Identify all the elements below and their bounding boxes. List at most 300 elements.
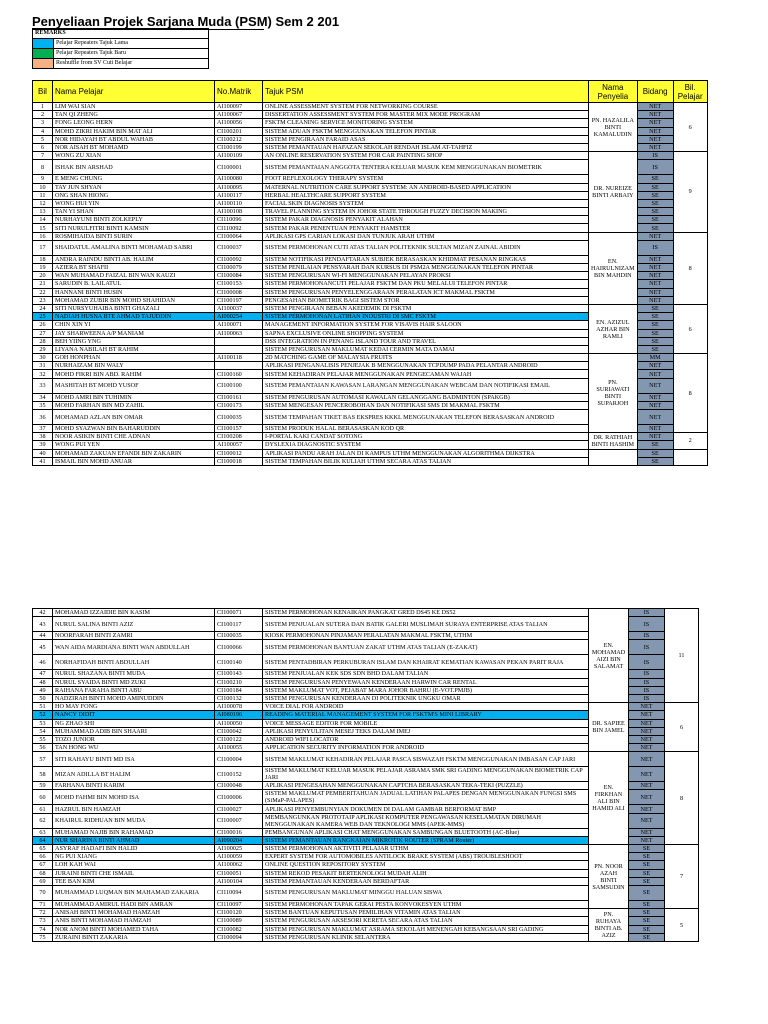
cell-bidang: IS	[637, 160, 673, 175]
cell-bil: 67	[33, 861, 53, 869]
cell-bil: 49	[33, 686, 53, 694]
cell-matrik: CI100094	[215, 933, 263, 941]
cell-bil: 73	[33, 917, 53, 925]
cell-bidang: IS	[629, 686, 665, 694]
cell-nama: GOH HONPHAN	[53, 354, 215, 362]
cell-bil: 33	[33, 378, 53, 393]
cell-tajuk: HERBAL HEALTHCARE SUPPORT SYSTEM	[263, 191, 589, 199]
cell-bil: 42	[33, 609, 53, 617]
header-nama: Nama Pelajar	[53, 81, 215, 103]
cell-bil: 48	[33, 678, 53, 686]
cell-nama: NURHAYUNI BINTI ZOLKEPLY	[53, 216, 215, 224]
cell-bil-pelajar: 5	[665, 909, 699, 942]
cell-bidang: IS	[629, 670, 665, 678]
cell-matrik	[215, 362, 263, 370]
cell-bil: 43	[33, 617, 53, 632]
cell-tajuk: AN ONLINE RESERVATION SYSTEM FOR CAR PAINTING SHOP	[263, 152, 589, 160]
cell-tajuk: ONLINE ASSESSMENT SYSTEM FOR NETWORKING COURSE	[263, 103, 589, 111]
cell-matrik: AI100050	[215, 719, 263, 727]
cell-tajuk: VOICE DIAL FOR ANDROID	[263, 703, 589, 711]
psm-table-2	[32, 608, 699, 942]
cell-bidang: SE	[637, 191, 673, 199]
cell-bidang: NET	[629, 727, 665, 735]
cell-matrik: CI100042	[215, 727, 263, 735]
cell-bil: 20	[33, 272, 53, 280]
cell-bil-pelajar: 11	[665, 609, 699, 703]
cell-tajuk: SISTEM PAKAR DIAGNOSIS PENYAKIT ALAHAN	[263, 216, 589, 224]
cell-bidang: SE	[629, 861, 665, 869]
cell-nama: NADIAH HUSNA BTE AHMAD TAJUDDIN	[53, 313, 215, 321]
cell-bil: 24	[33, 304, 53, 312]
cell-tajuk: SAPNA EXCLUSIVE ONLINE SHOPPING SYSTEM	[263, 329, 589, 337]
cell-nama: HAZRUL BIN HAMZAH	[53, 805, 215, 813]
cell-matrik: CI100173	[215, 401, 263, 409]
cell-matrik: CI100066	[215, 640, 263, 655]
cell-matrik: CI110096	[215, 216, 263, 224]
cell-nama: MOHAMAD IZZAIDIE BIN KASIM	[53, 609, 215, 617]
cell-tajuk: FSKTM CLEANING SERVICE MONITORING SYSTEM	[263, 119, 589, 127]
legend-label: Reshuffle from SV Cuti Belajar	[54, 59, 209, 69]
cell-tajuk: SISTEM PERMOHONAN CUTI ATAS TALIAN POLITEKNIK SULTAN MIZAN ZAINAL ABIDIN	[263, 240, 589, 255]
cell-tajuk: SISTEM MAKLUMAT PEMBERITAHUAN JADUAL LATIHAN PALAPES DENGAN MENGGUNAKAN FUNGSI SMS (SiMaP-PALAPES)	[263, 790, 589, 805]
cell-nama: HANNANI BINTI HUSIN	[53, 288, 215, 296]
cell-bil: 54	[33, 727, 53, 735]
cell-matrik: AI100056	[215, 119, 263, 127]
cell-bil: 57	[33, 752, 53, 767]
cell-tajuk: SISTEM PRODUK HALAL BERASASKAN KOD QR	[263, 425, 589, 433]
cell-nama: ZURAINI BINTI ZAKARIA	[53, 933, 215, 941]
cell-bil: 72	[33, 909, 53, 917]
cell-bil: 25	[33, 313, 53, 321]
cell-matrik: CI100152	[215, 767, 263, 782]
cell-bil: 39	[33, 441, 53, 449]
cell-matrik: CI100079	[215, 264, 263, 272]
cell-tajuk: SISTEM PENGURUSAN MAKLUMAT MINGGU HALUAN SISWA	[263, 885, 589, 900]
cell-bil: 56	[33, 744, 53, 752]
cell-tajuk: SISTEM PENJUALAN SUTERA DAN BATIK GALERI MUSLIMAH SURAYA ENTERPRISE ATAS TALIAN	[263, 617, 589, 632]
cell-matrik: CI100210	[215, 678, 263, 686]
cell-matrik: AI080196	[215, 711, 263, 719]
cell-tajuk: APLIKASI PENYULITAN MESEJ TEKS DALAM IMEJ	[263, 727, 589, 735]
cell-bidang: NET	[629, 703, 665, 711]
cell-matrik	[215, 345, 263, 353]
cell-matrik: CI100071	[215, 609, 263, 617]
cell-bil: 21	[33, 280, 53, 288]
cell-bil: 18	[33, 255, 53, 263]
cell-nama: MOHD FAHMI BIN MOHD ISA	[53, 790, 215, 805]
cell-bil: 66	[33, 853, 53, 861]
cell-bidang: NET	[637, 433, 673, 441]
header-bil-pelajar: Bil. Pelajar	[673, 81, 707, 103]
psm-table-1	[32, 80, 708, 466]
cell-nama: BEH YIING YNG	[53, 337, 215, 345]
cell-matrik: CI100004	[215, 752, 263, 767]
cell-bidang: SE	[637, 183, 673, 191]
cell-matrik	[215, 337, 263, 345]
cell-bidang: NET	[637, 119, 673, 127]
cell-nama: TAN YI SHAN	[53, 208, 215, 216]
cell-nama: AZIERA BT SHAFII	[53, 264, 215, 272]
cell-bil: 30	[33, 354, 53, 362]
table-row	[33, 304, 708, 312]
cell-bil: 61	[33, 805, 53, 813]
cell-bidang: NET	[629, 790, 665, 805]
cell-bidang: NET	[637, 296, 673, 304]
cell-bil-pelajar: 8	[673, 232, 707, 304]
cell-bil: 35	[33, 401, 53, 409]
cell-bidang: NET	[637, 127, 673, 135]
cell-tajuk: SISTEM REKOD PESAKIT BERTEKNOLOGI MUDAH ALIH	[263, 869, 589, 877]
cell-nama: MOHAMAD ZAKUAN EFANDI BIN ZAKARIN	[53, 449, 215, 457]
cell-bil: 47	[33, 670, 53, 678]
legend-swatch-green	[33, 49, 54, 59]
cell-bil-pelajar: 2	[673, 433, 707, 449]
cell-bidang: SE	[629, 885, 665, 900]
cell-matrik: AI090254	[215, 313, 263, 321]
cell-bidang: NET	[637, 135, 673, 143]
cell-tajuk: SISTEM PENGURUSAN PENYELENGGARAAN PERALATAN ICT MAKMAL FSKTM	[263, 288, 589, 296]
cell-tajuk: SISTEM PENGURUSAN PENYEWAAN KENDERAAN HARWIN CAR RENTAL	[263, 678, 589, 686]
cell-bil: 64	[33, 836, 53, 844]
header-bidang: Bidang	[637, 81, 673, 103]
cell-bil: 4	[33, 127, 53, 135]
cell-bil: 27	[33, 329, 53, 337]
cell-matrik: CI100132	[215, 694, 263, 702]
cell-bil: 31	[33, 362, 53, 370]
cell-matrik: AI100025	[215, 845, 263, 853]
cell-tajuk: KIOSK PERMOHONAN PINJAMAN PERALATAN MAKMAL FSKTM, UTHM	[263, 632, 589, 640]
cell-bil: 2	[33, 111, 53, 119]
cell-nama: MUHAMMAD AMIRUL HADI BIN AMRAN	[53, 900, 215, 908]
cell-bidang: SE	[629, 925, 665, 933]
cell-bidang: NET	[629, 805, 665, 813]
cell-bidang: NET	[637, 264, 673, 272]
cell-tajuk: SISTEM KEHADIRAN PELAJAR MENGGUNAKAN PENGECAMAN WAJAH	[263, 370, 589, 378]
table-row	[33, 433, 708, 441]
cell-bidang: SE	[637, 449, 673, 457]
cell-tajuk: SISTEM PENGURUSAN AKSESORI KERETA SECARA ATAS TALIAN	[263, 917, 589, 925]
cell-tajuk: READING MATERIAL MANAGEMENT SYSTEM FOR FSKTM'S MINI LIBRARY	[263, 711, 589, 719]
cell-bil: 46	[33, 655, 53, 670]
cell-bil: 6	[33, 143, 53, 151]
cell-penyelia: DR. SAPIEE BIN JAMEL	[589, 703, 629, 752]
cell-tajuk: SISTEM PENGURUSAN KENDERAAN DI POLITEKNIK UNGKU OMAR	[263, 694, 589, 702]
cell-nama: NOR AISAH BT MOHAMD	[53, 143, 215, 151]
cell-bidang: NET	[629, 782, 665, 790]
cell-nama: NOORFARAH BINTI ZAMRI	[53, 632, 215, 640]
cell-nama: NOR ANOM BINTI MOHAMED TAHA	[53, 925, 215, 933]
cell-bil: 16	[33, 232, 53, 240]
cell-matrik: CI100100	[215, 378, 263, 393]
cell-bil: 53	[33, 719, 53, 727]
cell-bil: 36	[33, 410, 53, 425]
cell-matrik: AI100117	[215, 191, 263, 199]
cell-nama: RAIHANA FARAHA BINTI ABU	[53, 686, 215, 694]
cell-bil: 58	[33, 767, 53, 782]
cell-tajuk: APLIKASI PANDU ARAH JALAN DI KAMPUS UTHM MENGGUNAKAN ALGORITHMA DIJKSTRA	[263, 449, 589, 457]
cell-nama: TAN HONG WU	[53, 744, 215, 752]
cell-bil: 69	[33, 877, 53, 885]
cell-bil-pelajar: 8	[673, 354, 707, 433]
cell-matrik: CI100048	[215, 782, 263, 790]
cell-nama: ONG SHAN HIONG	[53, 191, 215, 199]
cell-penyelia: DR. RATHIAH BINTI HASHIM	[589, 433, 638, 449]
cell-tajuk: FACIAL SKIN DIAGNOSIS SYSTEM	[263, 199, 589, 207]
cell-matrik: CI100018	[215, 457, 263, 465]
cell-bil: 44	[33, 632, 53, 640]
cell-bil: 19	[33, 264, 53, 272]
cell-nama: TOZO JUNIOR	[53, 735, 215, 743]
cell-nama: ANDRA RAINDU BINTI AB. HALIM	[53, 255, 215, 263]
cell-bil: 51	[33, 703, 53, 711]
cell-bidang: SE	[637, 216, 673, 224]
cell-matrik: AI100078	[215, 703, 263, 711]
cell-bidang: NET	[637, 255, 673, 263]
table-row	[33, 909, 699, 917]
table-row	[33, 609, 699, 617]
cell-tajuk: SISTEM PERMOHONAN BANTUAN ZAKAT UTHM ATAS TALIAN (E-ZAKAT)	[263, 640, 589, 655]
table-row	[33, 152, 708, 160]
cell-nama: E MENG CHUNG	[53, 175, 215, 183]
cell-tajuk: MEMBANGUNKAN PROTOTAIP APLIKASI KOMPUTER PENGAWASAN KESELAMATAN DIRUMAH MENGGUNAKAN KAMERA WEB DAN TEKNOLOGI MMS (APEK-MMS)	[263, 813, 589, 828]
cell-matrik: CI100084	[215, 272, 263, 280]
cell-bidang: NET	[637, 425, 673, 433]
cell-bil: 34	[33, 393, 53, 401]
cell-bil: 10	[33, 183, 53, 191]
cell-tajuk: ONLINE QUESTION REPOSITORY SYSTEM	[263, 861, 589, 869]
cell-matrik: AI100062	[215, 861, 263, 869]
cell-matrik: CI100160	[215, 370, 263, 378]
cell-matrik: AI100071	[215, 321, 263, 329]
cell-nama: FONG LEONG HERN	[53, 119, 215, 127]
page-title: Penyeliaan Projek Sarjana Muda (PSM) Sem 2 201	[32, 14, 340, 29]
cell-penyelia: DR. NUREIZE BINTI ARBAIY	[589, 152, 638, 233]
cell-matrik: AI100055	[215, 744, 263, 752]
cell-nama: ANISAH BINTI MOHAMAD HAMZAH	[53, 909, 215, 917]
cell-tajuk: SISTEM PEMANTAUAN KENDERAAN BERDAFTAR	[263, 877, 589, 885]
cell-bidang: NET	[637, 143, 673, 151]
cell-bil: 38	[33, 433, 53, 441]
cell-nama: MASHITAH BT MOHD YUSOF	[53, 378, 215, 393]
cell-bidang: SE	[629, 909, 665, 917]
cell-nama: WONG HUI YIN	[53, 199, 215, 207]
cell-tajuk: SISTEM PERMOHONAN AKTIVITI PELAJAR UTHM	[263, 845, 589, 853]
cell-matrik: CI100199	[215, 143, 263, 151]
cell-tajuk: SISTEM PERMOHONAN TAPAK GERAI PESTA KONVOKESYEN UTHM	[263, 900, 589, 908]
cell-nama: NUR SHARINA BINTI AHMAD	[53, 836, 215, 844]
cell-nama: WAN MUHAMAD FAIZAL BIN WAN KAUZI	[53, 272, 215, 280]
cell-nama: MOHAMAD AZLAN BIN OMAR	[53, 410, 215, 425]
cell-matrik: AI100109	[215, 152, 263, 160]
cell-nama: NANCY DIDIT	[53, 711, 215, 719]
cell-nama: NOR HIDAYAH BT ABDUL WAHAB	[53, 135, 215, 143]
cell-bidang: NET	[637, 232, 673, 240]
cell-bidang: SE	[629, 853, 665, 861]
cell-penyelia: PN. HAZALILA BINTI KAMALUDIN	[589, 103, 638, 152]
cell-penyelia: PN. NOOR AZAH BINTI SAMSUDIN	[589, 845, 629, 909]
table-row	[33, 103, 708, 111]
cell-matrik: AI100059	[215, 853, 263, 861]
cell-bil: 60	[33, 790, 53, 805]
cell-nama: MUHAMAD NAJIB BIN RAHAMAD	[53, 828, 215, 836]
cell-tajuk: SISTEM PENILAIAN PENSYARAH DAN KURSUS DI PSM2A MENGGUNAKAN TELEFON PINTAR	[263, 264, 589, 272]
cell-bidang: NET	[637, 393, 673, 401]
cell-matrik: CI100051	[215, 869, 263, 877]
cell-bil: 45	[33, 640, 53, 655]
cell-bidang: NET	[637, 111, 673, 119]
cell-bil: 68	[33, 869, 53, 877]
cell-tajuk: SISTEM PAKAR PENENTUAN PENYAKIT HAMSTER	[263, 224, 589, 232]
cell-bil: 23	[33, 296, 53, 304]
cell-tajuk: SISTEM MENGESAN PENCEROBOHAN DAN NOTIFIKASI SMS DI MAKMAL FSKTM	[263, 401, 589, 409]
cell-matrik: CI100092	[215, 255, 263, 263]
cell-tajuk: SISTEM PEMANTAUAN HAFAZAN SEKOLAH RENDAH ISLAM AT-TAHFIZ	[263, 143, 589, 151]
cell-bidang: NET	[629, 735, 665, 743]
cell-matrik: CI100143	[215, 670, 263, 678]
cell-matrik: CI100037	[215, 240, 263, 255]
cell-bidang: IS	[629, 609, 665, 617]
cell-nama: WAN AIDA MARDIANA BINTI WAN ABDULLAH	[53, 640, 215, 655]
cell-bil: 3	[33, 119, 53, 127]
cell-tajuk: FOOT REFLEXOLOGY THERAPY SYSTEM	[263, 175, 589, 183]
cell-matrik: CI100201	[215, 127, 263, 135]
cell-nama: NADZIRAH BINTI MOHD AMINUDDIN	[53, 694, 215, 702]
cell-bidang: IS	[629, 694, 665, 702]
cell-tajuk: SISTEM PENGURUSAN WI-FI MENGGUNAKAN PELAYAN PROKSI	[263, 272, 589, 280]
cell-matrik: CI100006	[215, 790, 263, 805]
cell-tajuk: PENGESAHAN BIOMETRIK BAGI SISTEM STOR	[263, 296, 589, 304]
cell-matrik: CI110092	[215, 224, 263, 232]
cell-bil: 28	[33, 337, 53, 345]
cell-bidang: NET	[629, 828, 665, 836]
cell-bil: 11	[33, 191, 53, 199]
cell-matrik: AI100080	[215, 175, 263, 183]
cell-matrik: CI110097	[215, 900, 263, 908]
cell-bil: 8	[33, 160, 53, 175]
cell-nama: SITI NURSYUHAIBA BINTI GHAZALI	[53, 304, 215, 312]
cell-bil: 32	[33, 370, 53, 378]
header-tajuk: Tajuk PSM	[263, 81, 589, 103]
cell-tajuk: SISTEM NOTIFIKASI PENDAFTARAN SUBJEK BERASASKAN KHIDMAT PESANAN RINGKAS	[263, 255, 589, 263]
cell-nama: JAY SHARWEENA A/P MANIAM	[53, 329, 215, 337]
cell-bil: 26	[33, 321, 53, 329]
cell-tajuk: SISTEM ADUAN FSKTM MENGGUNAKAN TELEFON PINTAR	[263, 127, 589, 135]
cell-bidang: NET	[629, 767, 665, 782]
cell-bidang: NET	[629, 711, 665, 719]
cell-matrik: CI100212	[215, 135, 263, 143]
cell-tajuk: APLIKASI PENGANALISIS PENJEJAK B MENGGUNAKAN TCPDUMP PADA PELANTAR ANDROID	[263, 362, 589, 370]
cell-nama: FARHANA BINTI KARIM	[53, 782, 215, 790]
cell-tajuk: SISTEM PENTADBIRAN PERKUBURAN ISLAM DAN KHAIRAT KEMATIAN KAWASAN PEKAN PARIT RAJA	[263, 655, 589, 670]
cell-nama: TAY JUN SHYAN	[53, 183, 215, 191]
cell-nama: NOOR ASIKIN BINTI CHE ADNAN	[53, 433, 215, 441]
cell-tajuk: SISTEM BANTUAN KEPUTUSAN PEMILIHAN VITAMIN ATAS TALIAN	[263, 909, 589, 917]
cell-bil: 22	[33, 288, 53, 296]
cell-nama: NURUL SHAZANA BINTI MUDA	[53, 670, 215, 678]
cell-tajuk: APLIKASI PENYEMBUNYIAN DOKUMEN DI DALAM GAMBAR BERFORMAT BMP	[263, 805, 589, 813]
remarks-header: REMARKS	[33, 29, 209, 39]
cell-matrik: CI100197	[215, 296, 263, 304]
cell-bidang: SE	[629, 900, 665, 908]
cell-bil: 40	[33, 449, 53, 457]
cell-matrik: AI100110	[215, 199, 263, 207]
cell-nama: ROSMIHAIDA BINTI SURIN	[53, 232, 215, 240]
cell-matrik: AI100118	[215, 354, 263, 362]
cell-penyelia: PN. RUHAYA BINTI AB. AZIZ	[589, 909, 629, 942]
cell-tajuk: SISTEM PENGURUSAN MAKLUMAT ASRAMA SEKOLAH MENENGAH KEBANGSAAN SRI GADING	[263, 925, 589, 933]
cell-nama: ISHAK BIN ARSHAD	[53, 160, 215, 175]
cell-penyelia: EN. HAIRULNIZAM BIN MAHDIN	[589, 232, 638, 304]
cell-tajuk: SISTEM TEMPAHAN TIKET BAS EKSPRES KKKL MENGGUNAKAN TELEFON BERASASKAN ANDROID	[263, 410, 589, 425]
cell-bil: 29	[33, 345, 53, 353]
cell-nama: SHAIDATUL AMALINA BINTI MOHAMAD SABRI	[53, 240, 215, 255]
cell-bidang: SE	[637, 313, 673, 321]
legend-label: Pelajar Repeaters Tajuk Baru	[54, 49, 209, 59]
cell-bidang: SE	[637, 199, 673, 207]
cell-matrik: CI100035	[215, 632, 263, 640]
cell-bidang: NET	[637, 288, 673, 296]
cell-bidang: SE	[637, 337, 673, 345]
legend-label: Pelajar Repeaters Tajuk Lama	[54, 39, 209, 49]
cell-nama: MIZAN ADILLA BT HALIM	[53, 767, 215, 782]
cell-bil: 9	[33, 175, 53, 183]
cell-nama: ANIS BINTI MOHAMAD HAMZAH	[53, 917, 215, 925]
cell-bidang: NET	[629, 744, 665, 752]
cell-matrik: AI100108	[215, 208, 263, 216]
cell-tajuk: EXPERT SYSTEM FOR AUTOMOBILES ANTILOCK BRAKE SYSTEM (ABS) TROUBLESHOOT	[263, 853, 589, 861]
cell-bidang: IS	[637, 152, 673, 160]
cell-nama: NG ZHAO SHI	[53, 719, 215, 727]
cell-tajuk: SISTEM MAKLUMAT VOT, PEJABAT MARA JOHOR BAHRU (E-VOT.PMJB)	[263, 686, 589, 694]
cell-matrik: AI100037	[215, 304, 263, 312]
cell-matrik: AI100067	[215, 111, 263, 119]
cell-nama: WONG ZU XIAN	[53, 152, 215, 160]
cell-matrik: CI110094	[215, 885, 263, 900]
cell-tajuk: SISTEM PENJUALAN KEK SDS SDN BHD DALAM TALIAN	[263, 670, 589, 678]
cell-tajuk: SISTEM PEMANTAUAN RANGKAIAN MIKROTIK ROUTER (SPRAM Router)	[263, 836, 589, 844]
cell-bil: 62	[33, 813, 53, 828]
cell-bidang: MM	[637, 354, 673, 362]
cell-nama: MUHAMMAD LUQMAN BIN MAHAMAD ZAKARIA	[53, 885, 215, 900]
cell-matrik: CI100035	[215, 410, 263, 425]
cell-bidang: SE	[637, 345, 673, 353]
cell-nama: LIM WAI SIAN	[53, 103, 215, 111]
cell-matrik: CI100027	[215, 805, 263, 813]
cell-tajuk: 2D MATCHING GAME OF MALAYSIA FRUITS	[263, 354, 589, 362]
cell-nama: MUHAMMAD ADIB BIN SHAARI	[53, 727, 215, 735]
cell-tajuk: SISTEM PENGURUSAN MAKLUMAT KEDAI CERMIN MATA DAMAI	[263, 345, 589, 353]
cell-bidang: NET	[629, 836, 665, 844]
cell-matrik: CI100208	[215, 433, 263, 441]
cell-bil: 12	[33, 199, 53, 207]
cell-matrik: CI100157	[215, 425, 263, 433]
cell-bil: 63	[33, 828, 53, 836]
cell-bil: 71	[33, 900, 53, 908]
cell-bidang: NET	[637, 378, 673, 393]
cell-matrik: CI100120	[215, 909, 263, 917]
cell-nama: SITI NURULFITRI BINTI KAMSIN	[53, 224, 215, 232]
cell-tajuk: APLIKASI PENGESAHAN MENGGUNAKAN CAPTCHA BERASASKAN TEKA-TEKI (PUZZLE)	[263, 782, 589, 790]
legend-swatch-blue	[33, 39, 54, 49]
cell-bidang: SE	[629, 869, 665, 877]
cell-tajuk: SISTEM MAKLUMAT KEHADIRAN PELAJAR PASCA SISWAZAH FSKTM MENGGUNAKAN IMBASAN CAP JARI	[263, 752, 589, 767]
cell-bil: 50	[33, 694, 53, 702]
cell-penyelia: EN. MOHAMAD AIZI BIN SALAMAT	[589, 609, 629, 703]
cell-bil-pelajar: 6	[673, 304, 707, 353]
cell-nama: NURUL SYAIDA BINTI MD ZUKI	[53, 678, 215, 686]
cell-bidang: SE	[629, 933, 665, 941]
cell-matrik: CI100122	[215, 735, 263, 743]
